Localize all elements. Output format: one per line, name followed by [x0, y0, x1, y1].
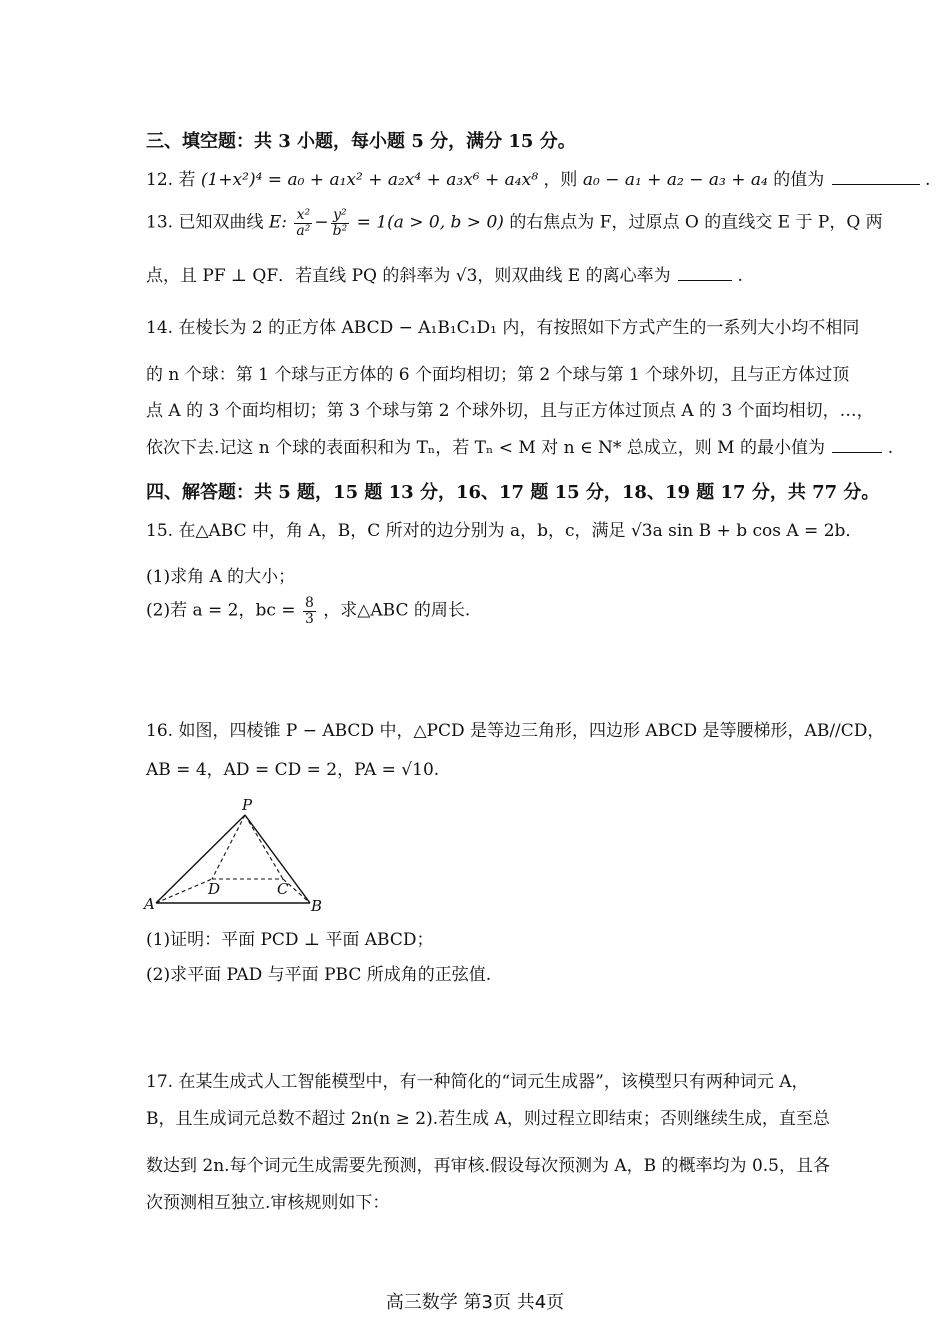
label-p: P [242, 796, 253, 814]
q14-number: 14. [146, 318, 174, 338]
page-footer: 高三数学 第3页 共4页 [385, 1292, 565, 1313]
q14-line-4: 依次下去.记这 n 个球的表面积和为 Tₙ，若 Tₙ < M 对 n ∈ N* 总成立，则 M 的最小值为 [146, 438, 825, 458]
question-13: 13. 已知双曲线 E: $\frac{\text{x²}}{\text{a²}}$ − $\frac{\text{y²}}{\text{b²}}$ = 1(a > 0, b > 0) 的右焦点为 F，过原点 O 的直线交 E 于 P，Q 两 [146, 207, 883, 239]
q13-fraction-2: $\frac{\text{y²}}{\text{b²}}$ [332, 207, 348, 239]
question-13-line-2: 点，且 PF ⊥ QF．若直线 PQ 的斜率为 √3，则双曲线 E 的离心率为 . [146, 266, 743, 286]
q16-number: 16. [146, 721, 174, 741]
q13-text-a: 已知双曲线 [178, 212, 264, 233]
q15-number: 15. [146, 521, 174, 541]
question-12: 12. 若 (1+x²)⁴ = a₀ + a₁x² + a₂x⁴ + a₃x⁶ + a₄x⁸ ，则 a₀ − a₁ + a₂ − a₃ + a₄ 的值为 . [146, 170, 931, 190]
q13-line-2-text: 点，且 PF ⊥ QF．若直线 PQ 的斜率为 √3，则双曲线 E 的离心率为 [146, 266, 671, 286]
q15-fraction: $\frac{8}{3}$ [304, 595, 314, 627]
q17-line-3: 数达到 2n.每个词元生成需要先预测，再审核.假设每次预测为 A，B 的概率均为 0.5，且各 [146, 1156, 830, 1176]
q14-line-2: 的 n 个球：第 1 个球与正方体的 6 个面均相切；第 2 个球与第 1 个球外切，且与正方体过顶 [146, 365, 850, 385]
q12-expression-2: a₀ − a₁ + a₂ − a₃ + a₄ [582, 170, 768, 190]
edge-pd [212, 815, 245, 879]
q12-text-c: 的值为 [773, 170, 825, 190]
q14-line-1: 在棱长为 2 的正方体 ABCD − A₁B₁C₁D₁ 内，有按照如下方式产生的一系列大小均不相同 [178, 318, 860, 338]
q15-part-2 [146, 596, 470, 626]
q14-line-4-wrap: 依次下去.记这 n 个球的表面积和为 Tₙ，若 Tₙ < M 对 n ∈ N* 总成立，则 M 的最小值为 . [146, 438, 894, 458]
section-4-heading: 四、解答题：共 5 题，15 题 13 分，16、17 题 15 分，18、19 题 17 分，共 77 分。 [146, 482, 880, 503]
q12-text-b: ，则 [543, 170, 578, 190]
edge-pa [156, 815, 245, 903]
edge-pc [245, 815, 283, 879]
q12-text-a: 若 [178, 170, 196, 190]
q17-line-4: 次预测相互独立.审核规则如下： [146, 1193, 390, 1213]
q16-part-1: (1)证明：平面 PCD ⊥ 平面 ABCD； [146, 930, 434, 950]
q15-part-1: (1)求角 A 的大小； [146, 567, 296, 587]
q16-line-1: 如图，四棱锥 P − ABCD 中，△PCD 是等边三角形，四边形 ABCD 是等腰梯形，AB//CD， [178, 721, 885, 741]
q12-expression: (1+x²)⁴ = a₀ + a₁x² + a₂x⁴ + a₃x⁶ + a₄x⁸ [200, 170, 539, 190]
q14-answer-blank[interactable] [832, 451, 882, 453]
label-c: C [277, 880, 289, 898]
q13-fraction-1: $\frac{\text{x²}}{\text{a²}}$ [296, 207, 311, 239]
question-17 [146, 1072, 809, 1092]
q15-part-2-text-b: ，求△ABC 的周长. [323, 600, 471, 621]
q17-number: 17. [146, 1072, 174, 1092]
edge-ad [156, 879, 212, 903]
q13-curve: E: [268, 212, 287, 233]
q12-number: 12. [146, 170, 174, 190]
q13-condition: = 1(a > 0, b > 0) [356, 212, 504, 233]
pyramid-figure [140, 795, 340, 920]
label-a: A [144, 895, 155, 913]
q17-line-1: 在某生成式人工智能模型中，有一种简化的“词元生成器”，该模型只有两种词元 A， [178, 1072, 809, 1092]
question-15 [146, 521, 862, 541]
q12-answer-blank[interactable] [832, 183, 920, 185]
q16-line-2: AB = 4，AD = CD = 2，PA = √10. [146, 760, 440, 780]
label-b: B [311, 897, 323, 915]
q17-line-2: B，且生成词元总数不超过 2n(n ≥ 2).若生成 A，则过程立即结束；否则继续生成，直至总 [146, 1109, 830, 1129]
question-14 [146, 318, 859, 338]
q15-part-2-text-a: (2)若 a = 2，bc = [146, 600, 296, 621]
q14-line-3: 点 A 的 3 个面均相切；第 3 个球与第 2 个球外切，且与正方体过顶点 A 的 3 个面均相切，…， [146, 401, 874, 421]
label-d: D [208, 880, 221, 898]
section-3-heading: 三、填空题：共 3 小题，每小题 5 分，满分 15 分。 [146, 131, 576, 152]
q16-part-2: (2)求平面 PAD 与平面 PBC 所成角的正弦值. [146, 965, 492, 985]
q13-text-b: 的右焦点为 F，过原点 O 的直线交 E 于 P，Q 两 [509, 212, 883, 233]
q13-answer-blank[interactable] [678, 279, 732, 281]
question-16 [146, 721, 884, 741]
q13-number: 13. [146, 212, 174, 233]
q15-line-1: 在△ABC 中，角 A，B，C 所对的边分别为 a，b，c，满足 √3a sin B + b cos A = 2b． [178, 521, 863, 541]
